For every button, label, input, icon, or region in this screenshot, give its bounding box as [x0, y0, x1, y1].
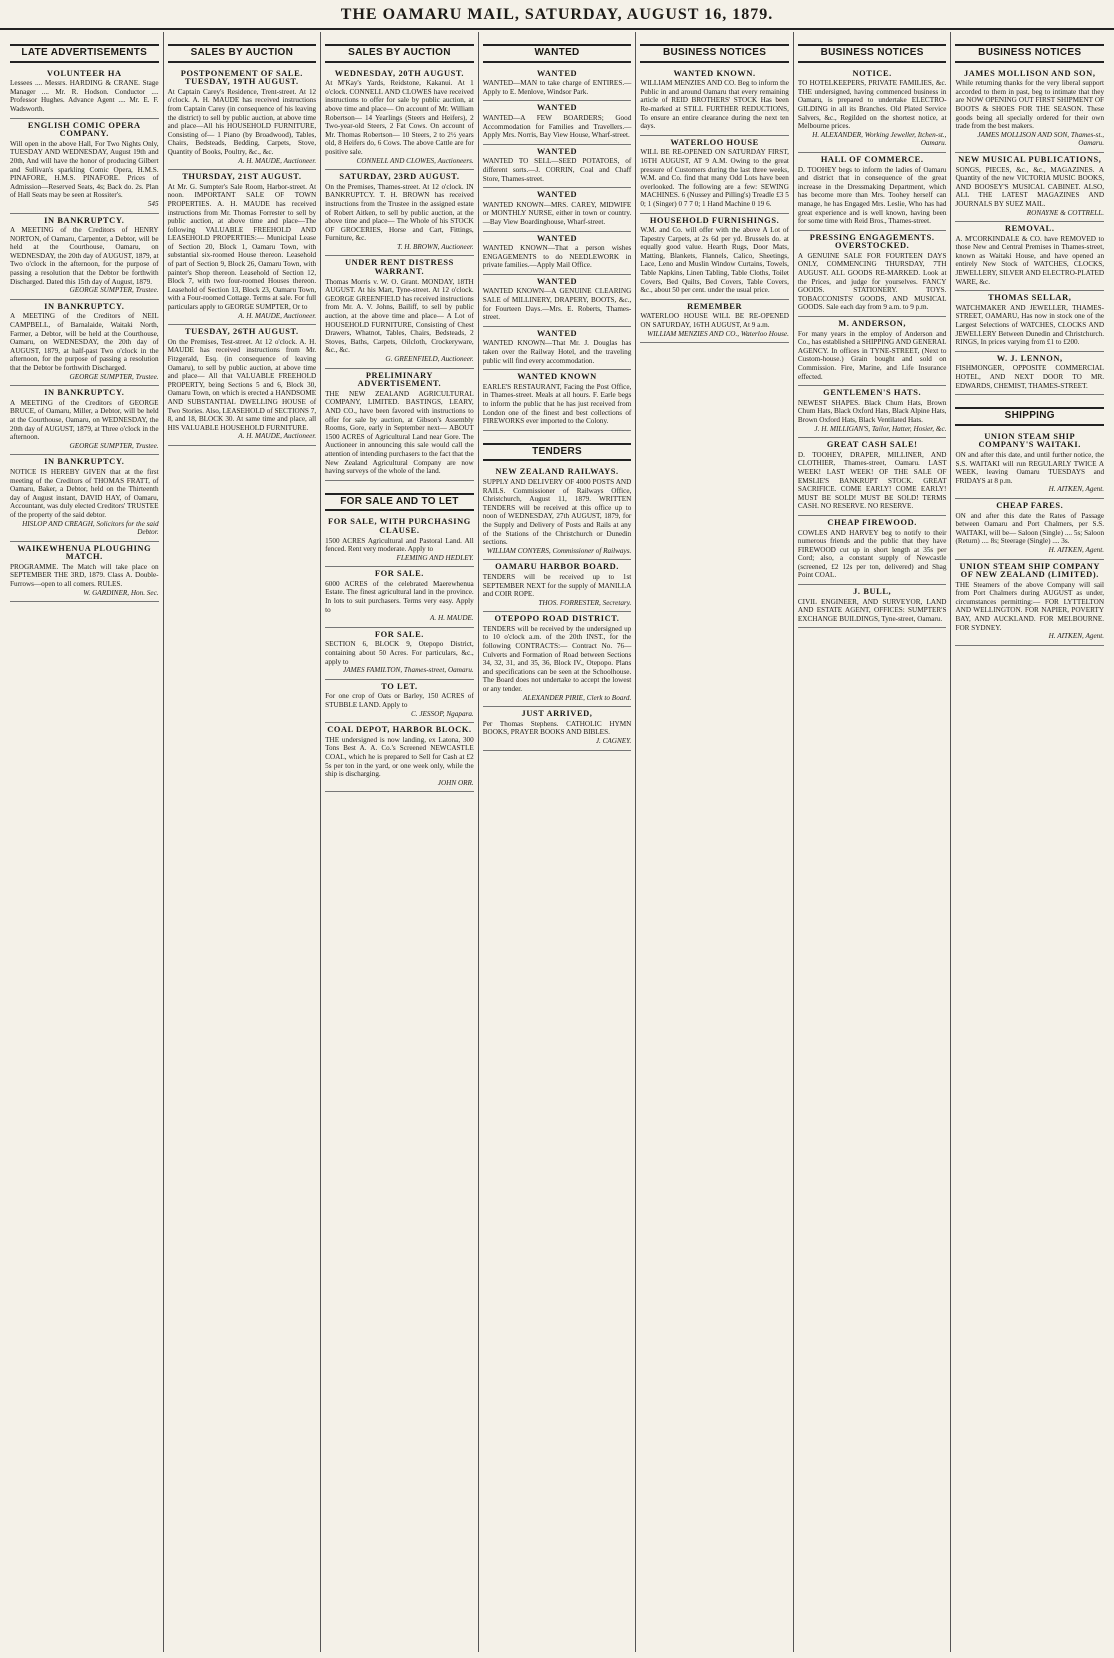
advertisement: [798, 516, 947, 585]
ad-signature: CONNELL AND CLOWES, Auctioneers.: [356, 156, 474, 165]
ad-body: THE NEW ZEALAND AGRICULTURAL COMPANY, LIMITED. BASTINGS, LEARY, AND CO., have been favored with instructions to offer for sale by auction, at Gibson's Assembly Rooms, Gore, early in September next— ABOUT 1500 ACRES of Agricultural Land near Gore. The Auctioneer in announcing this sale would call the attention of intending purchasers to the fact that the New Zealand Agricultural Company are now having surveys of the whole of the land.: [325, 389, 474, 476]
ad-body: A GENUINE SALE FOR FOURTEEN DAYS ONLY, COMMENCING THURSDAY, 7TH AUGUST. ALL GOODS RE-MARKED. Look at the Prices, and judge for yourselves. FANCY GOODS. STATIONERY. TOYS. TOBACCONISTS' GOODS, AND MUSICAL GOODS. Sale each day from 9 a.m. to 9 p.m.: [797, 251, 947, 312]
ad-body: FISHMONGER, OPPOSITE COMMERCIAL HOTEL, AND NEXT DOOR TO MR. EDWARDS, CHEMIST, THAMES-STREET.: [955, 364, 1105, 390]
advertisement: [798, 585, 947, 628]
ad-body: WATCHMAKER AND JEWELLER, THAMES-STREET, OAMARU, Has now in stock one of the Largest Selections of WATCHES, CLOCKS AND JEWELLERY Between Dunedin and Christchurch. RINGS, In prices varying from £1 to £200.: [955, 303, 1105, 347]
ad-signature: RONAYNE & COTTRELL.: [1026, 208, 1105, 217]
advertisement: [640, 67, 789, 136]
advertisement: [10, 386, 159, 455]
advertisement: [955, 222, 1104, 291]
ad-title: IN BANKRUPTCY.: [44, 388, 125, 398]
ad-body: D. TOOHEY begs to inform the ladies of Oamaru and district that in consequence of the great increase in the Dressmaking Department, which has become more than Mrs. Toohey herself can manage, he has Engaged Mrs. Leslie, Who has had great experience and is well known, having been for some time with Reid Bros., Thames-street.: [797, 165, 947, 226]
ad-body: WANTED—A FEW BOARDERS; Good Accommodation for Families and Travellers.—Apply Mrs. Norris, Bay View House, Wharf-street.: [482, 113, 632, 140]
column-1: [6, 32, 164, 1652]
ad-title: PRELIMINARY ADVERTISEMENT.: [357, 370, 442, 389]
ad-signature: GEORGE SUMPTER, Trustee.: [69, 372, 159, 381]
masthead: THE OAMARU MAIL, SATURDAY, AUGUST 16, 1879.: [0, 2, 1114, 30]
ad-title: WANTED: [536, 103, 578, 113]
ad-title: FOR SALE.: [374, 629, 425, 639]
ad-signature: C. JESSOP, Ngapara.: [410, 709, 474, 718]
ad-title: WANTED: [536, 190, 578, 200]
advertisement: [798, 67, 947, 153]
ad-body: ON and after this date, and until further notice, the S.S. WAITAKI will run REGULARLY TWICE A WEEK, leaving Oamaru TUESDAYS and FRIDAYS at 8 p.m.: [955, 450, 1105, 485]
advertisement: [483, 560, 632, 612]
ad-title: FOR SALE, WITH PURCHASING CLAUSE.: [328, 517, 471, 535]
ad-title: OAMARU HARBOR BOARD.: [495, 562, 619, 572]
ad-body: WILLIAM MENZIES AND CO. Beg to inform the Public in and around Oamaru that every remaining article of REID BROTHERS' STOCK Has been Re-marked at STILL FURTHER REDUCTIONS, To ensure an entire clearance during the next ten days.: [640, 79, 789, 131]
ad-title: THOMAS SELLAR,: [988, 293, 1072, 303]
advertisement: [798, 231, 947, 317]
ad-title: TUESDAY, 26TH AUGUST.: [184, 327, 299, 337]
column-heading: WANTED: [483, 44, 632, 63]
advertisement: [483, 67, 632, 102]
advertisement: [955, 291, 1104, 352]
ad-body: On the Premises, Thames-street. At 12 o'clock. IN BANKRUPTCY. T. H. BROWN has received instructions from the Trustee in the assigned estate of Robert Aitken, to sell by public auction, at the above time and place— The Whole of his STOCK OF GROCERIES, Horse and Cart, Fittings, Furniture, &c.: [325, 182, 474, 243]
ad-title: IN BANKRUPTCY.: [44, 457, 125, 467]
ad-body: WANTED—MAN to take charge of ENTIRES.—Apply to E. Menlove, Windsor Park.: [482, 79, 632, 96]
ad-title: UNDER RENT DISTRESS WARRANT.: [344, 258, 454, 277]
ad-body: A MEETING of the Creditors of NEIL CAMPBELL, of Barnalaide, Waitaki North, Farmer, a Debtor, will be held at the Courthouse, Oamaru, on WEDNESDAY, the 20th day of AUGUST, 1879, at half-past Two o'clock in the afternoon, for the purpose of passing a resolution that the Debtor be forthwith Discharged.: [10, 312, 159, 372]
ad-signature: W. GARDINER, Hon. Sec.: [83, 588, 159, 597]
ad-title: UNION STEAM SHIP COMPANY OF NEW ZEALAND (LIMITED).: [959, 561, 1101, 580]
column-6: [794, 32, 952, 1652]
advertisement: [325, 723, 474, 792]
ad-body: WANTED KNOWN—That Mr. J. Douglas has taken over the Railway Hotel, and the traveling public will find every accommodation.: [482, 339, 632, 365]
ad-body: WANTED KNOWN—MRS. CAREY, MIDWIFE or MONTHLY NURSE, either in town or country.—Bay View Boardinghouse, Wharf-street.: [482, 200, 632, 226]
ad-body: At Mr. G. Sumpter's Sale Room, Harbor-street. At noon. IMPORTANT SALE OF TOWN PROPERTIES. A. H. MAUDE has received instructions from Mr. Thomas Forrester to sell by public auction, at above time and place—The following VALUABLE FREEHOLD AND LEASEHOLD PROPERTIES:— Municipal Lease of Section 20, Block 1, Oamaru Town, with substantial six-roomed House thereon. Leasehold of part of Section 9, Block 26, Oamaru Town, with painter's Shop thereon. Leasehold of Section 12, Block 7, with two four-roomed Houses thereon. Leasehold of Section 13, Block 23, Oamaru Town, with a Four-roomed Cottage. Terms at sale. For full particulars apply to GEORGE SUMPTER, Or to: [167, 182, 317, 312]
ad-signature: A. H. MAUDE, Auctioneer.: [238, 156, 317, 165]
ad-title: WANTED: [536, 276, 578, 286]
advertisement: [955, 153, 1104, 222]
advertisement: [325, 515, 474, 567]
advertisement: [798, 317, 947, 386]
advertisement: [798, 153, 947, 231]
ad-title: PRESSING ENGAGEMENTS. OVERSTOCKED.: [809, 232, 935, 251]
ad-body: WANTED TO SELL—SEED POTATOES, of different sorts.—J. CORRIN, Coal and Chaff Store, Thames-street.: [482, 157, 632, 183]
ad-title: IN BANKRUPTCY.: [44, 215, 125, 225]
ad-signature: A. H. MAUDE.: [430, 614, 474, 623]
ad-signature: JAMES MOLLISON AND SON, Thames-st., Oamaru.: [977, 130, 1105, 148]
ad-title: REMOVAL.: [1004, 224, 1055, 234]
ad-signature: G. GREENFIELD, Auctioneer.: [385, 355, 474, 363]
ad-title: ENGLISH COMIC OPERA COMPANY.: [27, 120, 141, 139]
advertisement: [168, 67, 317, 171]
ad-signature: H. AITKEN, Agent.: [1048, 632, 1105, 641]
ad-title: WAIKEWHENUA PLOUGHING MATCH.: [17, 543, 152, 562]
advertisement: [325, 567, 474, 628]
ad-body: TO HOTELKEEPERS, PRIVATE FAMILIES, &c. THE undersigned, having commenced business in Oamaru, is prepared to undertake ELECTRO-GILDING in all its Branches. Old Plated Service Salvers, &c., Regilded on the shortest notice, at Melbourne prices.: [797, 79, 947, 131]
ad-signature: J. H. MILLIGAN'S, Tailor, Hatter, Hosier, &c.: [814, 424, 947, 433]
ad-signature: A. H. MAUDE, Auctioneer.: [238, 311, 317, 320]
ad-body: 6000 ACRES of the celebrated Maerewhenua Estate. The finest agricultural land in the province. In lots to suit purchasers. Terms very easy. Apply to: [325, 579, 474, 614]
ad-title: FOR SALE.: [374, 569, 425, 579]
ad-signature: WILLIAM CONYERS, Commissioner of Railways.: [486, 546, 632, 555]
section-heading: SHIPPING: [955, 407, 1104, 426]
column-heading: SALES BY AUCTION: [325, 44, 474, 63]
ad-title: WANTED: [536, 68, 578, 78]
ad-title: THURSDAY, 21ST AUGUST.: [182, 172, 302, 182]
advertisement: [483, 188, 632, 231]
column-4: [479, 32, 637, 1652]
ad-title: HALL OF COMMERCE.: [820, 154, 924, 164]
ad-body: A. M'CORKINDALE & CO. have REMOVED to those New and Central Premises in Thames-street, known as Waitaki House, and have opened an entirely New Stock of WATCHES, CLOCKS, JEWELLERY, SILVER AND ELECTRO-PLATED WARE, &c.: [955, 234, 1105, 286]
advertisement: [483, 327, 632, 370]
ad-title: J. BULL,: [853, 587, 892, 597]
advertisement: [640, 300, 789, 343]
ad-title: CHEAP FIREWOOD.: [827, 517, 917, 527]
ad-signature: A. H. MAUDE, Auctioneer.: [238, 432, 317, 441]
ad-title: WEDNESDAY, 20TH AUGUST.: [334, 68, 465, 78]
ad-title: JUST ARRIVED,: [521, 709, 593, 719]
ad-title: VOLUNTEER HA: [46, 68, 122, 78]
ad-title: M. ANDERSON,: [838, 319, 907, 329]
ad-body: THE undersigned is now landing, ex Latona, 300 Tons Best A. A. Co.'s Screened NEWCASTLE COAL, which he is prepared to Sell for Cash at £2 5s per ton in the yard, or one week only, while the ship is discharging.: [325, 735, 474, 779]
advertisement: [955, 67, 1104, 153]
ad-body: Per Thomas Stephens. CATHOLIC HYMN BOOKS, PRAYER BOOKS AND BIBLES.: [482, 719, 632, 737]
advertisement: [10, 67, 159, 119]
ad-body: SUPPLY AND DELIVERY OF 4000 POSTS AND RAILS. Commissioner of Railways Office, Christchurch, August 11, 1879. WRITTEN TENDERS will be received at this office up to noon of WEDNESDAY, 27th AUGUST, 1879, for the Supply and Delivery of Posts and Rails at any of the Stations of the Christchurch or Dunedin sections.: [482, 477, 632, 547]
ad-signature: H. AITKEN, Agent.: [1048, 545, 1105, 554]
ad-title: WANTED: [536, 233, 578, 243]
ad-title: TO LET.: [381, 681, 418, 691]
ad-title: WATERLOO HOUSE: [670, 137, 759, 147]
ad-body: At Captain Carey's Residence, Trent-street. At 12 o'clock. A. H. MAUDE has received instructions from Captain Carey (in consequence of his leaving the district) to sell by public auction, at above time and place—All his HOUSEHOLD FURNITURE, Consisting of— 1 Piano (by Broadwood), Tables, Chairs, Bedsteads, Bedding, Carpets, Stove, Quantity of Books, Poultry, &c., &c.: [167, 87, 317, 156]
column-5: [636, 32, 794, 1652]
column-7: [951, 32, 1108, 1652]
advertisement: [955, 352, 1104, 395]
ad-signature: THOS. FORRESTER, Secretary.: [538, 598, 632, 607]
ad-signature: JOHN ORR.: [437, 778, 474, 787]
advertisement: [483, 465, 632, 560]
ad-signature: J. CAGNEY.: [595, 737, 632, 745]
ad-signature: H. ALEXANDER, Working Jeweller, Itchen-st., Oamaru.: [812, 130, 947, 148]
ad-title: NEW MUSICAL PUBLICATIONS,: [958, 154, 1102, 164]
section-heading: FOR SALE AND TO LET: [325, 493, 474, 512]
ad-body: SECTION 6, BLOCK 9, Otepopo District, containing about 50 Acres. For particulars, &c., apply to: [325, 640, 474, 666]
advertisement: [10, 455, 159, 541]
advertisement: [955, 430, 1104, 499]
ad-body: NEWEST SHAPES. Black Chum Hats, Brown Chum Hats, Black Oxford Hats, Black Alpine Hats, Brown Oxford Hats, Black Ventilated Hats.: [797, 398, 947, 424]
ad-title: WANTED: [536, 328, 578, 338]
advertisement: [640, 136, 789, 214]
ad-body: EARLE'S RESTAURANT, Facing the Post Office, in Thames-street. Meals at all hours. F. Earle begs to inform the public that he has just received from London one of the finest and best collections of FIREWORKS ever imported to the Colony.: [482, 382, 632, 426]
ad-title: HOUSEHOLD FURNISHINGS.: [649, 215, 780, 225]
ad-title: GREAT CASH SALE!: [826, 440, 918, 450]
advertisement: [483, 275, 632, 327]
ad-body: For one crop of Oats or Barley, 150 ACRES of STUBBLE LAND. Apply to: [325, 692, 474, 709]
ad-title: NOTICE.: [852, 68, 892, 78]
column-heading: BUSINESS NOTICES: [955, 44, 1104, 63]
ad-title: WANTED KNOWN: [517, 372, 597, 382]
ad-body: A MEETING of the Creditors of GEORGE BRUCE, of Oamaru, Miller, a Debtor, will be held at the Courthouse, Oamaru, on WEDNESDAY, the 20th day of AUGUST, 1879, at Three o'clock in the afternoon.: [10, 398, 159, 442]
advertisement: [168, 325, 317, 446]
ad-body: W.M. and Co. will offer with the above A Lot of Tapestry Carpets, at 2s 6d per yd. Brussels do. at equally good value. Hearth Rugs, Door Mats, Matting, Blankets, Flannels, Calico, Sheetings, Lace, Leno and Muslin Window Curtains, Towels, Table Napkins, Linen Tabling, Table Cloths, Toilet Covers, Bed Quilts, Bed Covers, Table Covers, &c., about 50 per cent. under the usual price.: [640, 226, 789, 295]
advertisement: [10, 214, 159, 300]
advertisement: [325, 170, 474, 256]
advertisement: [955, 560, 1104, 646]
ad-body: At M'Kay's Yards, Reidstone, Kakanui. At 1 o'clock. CONNELL AND CLOWES have received instructions to offer for sale by public auction, at above time and place— On account of Mr. William Robertson— 14 Yearlings (Steers and Heifers), 2 Two-year-old Steers, 2 Fat Cows. On account of Mr. Thomas Robertson— 10 Steers, 2 to 2½ years old, 8 Heifers do, 6 Cows. The above Cattle are for positive sale.: [325, 79, 474, 156]
ad-body: On the Premises, Test-street. At 12 o'clock. A. H. MAUDE has received instructions from Mr. Fitzgerald, Esq. (in consequence of leaving Oamaru), to sell by public auction, at above time and place— All that VALUABLE FREEHOLD PROPERTY, being Sections 5 and 6, Block 30, Oamaru Town, on which is erected a HANDSOME AND SUBSTANTIAL DWELLING HOUSE of Two Stories. Also, LEASEHOLD of SECTIONS 7, 8, and 18, BLOCK 30. At same time and place, all HIS VALUABLE HOUSEHOLD FURNITURE.: [167, 337, 317, 432]
ad-body: Will open in the above Hall, For Two Nights Only, TUESDAY AND WEDNESDAY, August 19th and 20th, And will have the honor of producing Gilbert and Sullivan's sparkling Comic Opera, H.M.S. PINAFORE, H.M.S. PINAFORE. Prices of Admission—Reserved Seats, 4s; Back do. 2s. Plan of Hall Seats may be seen at Rossiter's.: [10, 139, 159, 200]
ad-body: SONGS, PIECES, &c., &c., MAGAZINES. A Quantity of the new VICTORIA MUSIC BOOKS, AND BOOSEY'S MUSICAL CABINET. ALSO, ALL THE LATEST MAGAZINES AND JOURNALS BY SUEZ MAIL.: [955, 165, 1105, 208]
ad-title: SATURDAY, 23RD AUGUST.: [339, 172, 460, 182]
ad-title: NEW ZEALAND RAILWAYS.: [495, 467, 619, 477]
column-heading: BUSINESS NOTICES: [798, 44, 947, 63]
ad-signature: HISLOP AND CREAGH, Solicitors for the said Debtor.: [22, 519, 159, 537]
advertisement: [483, 232, 632, 275]
ad-body: ON and after this date the Rates of Passage between Oamaru and Port Chalmers, per S.S. WAITAKI, will be— Saloon (Single) .... 5s; Saloon (Return) .... 8s; Steerage (Single) .... 3s.: [955, 511, 1105, 546]
ad-title: UNION STEAM SHIP COMPANY'S WAITAKI.: [978, 431, 1081, 450]
ad-title: POSTPONEMENT OF SALE. TUESDAY, 19TH AUGUST.: [180, 68, 303, 87]
ad-signature: T. H. BROWN, Auctioneer.: [397, 242, 474, 251]
ad-body: WANTED KNOWN—A GENUINE CLEARING SALE of MILLINERY, DRAPERY, BOOTS, &c., for Fourteen Days.—Mrs. E. Roberts, Thames-street.: [482, 287, 632, 322]
ad-title: OTEPOPO ROAD DISTRICT.: [494, 614, 620, 624]
advertisement: [483, 101, 632, 144]
advertisement: [325, 67, 474, 171]
ad-title: COAL DEPOT, HARBOR BLOCK.: [327, 725, 472, 735]
advertisement: [483, 612, 632, 707]
advertisement: [10, 542, 159, 603]
ad-body: CIVIL ENGINEER, AND SURVEYOR, LAND AND ESTATE AGENT, OFFICES: SUMPTER'S EXCHANGE BUILDINGS, Tyne-street, Oamaru.: [797, 597, 947, 623]
advertisement: [168, 170, 317, 325]
ad-signature: WILLIAM MENZIES AND CO., Waterloo House.: [647, 329, 789, 338]
advertisement: [325, 369, 474, 481]
ad-body: WILL BE RE-OPENED ON SATURDAY FIRST, 16TH AUGUST, AT 9 A.M. Owing to the great pressure of Customers during the last three weeks, W.M. and Co. find that many Odd Lots have been overlooked. The following are a few: SEWING MACHINES. 6 (Nussey and Pilling's) Treadle £3 5 0; 1 (Singer) 0 7 7 0; 1 Hand Machine 0 19 6.: [640, 148, 789, 208]
advertisement: [325, 680, 474, 723]
ad-title: JAMES MOLLISON AND SON,: [963, 68, 1096, 78]
advertisement: [10, 300, 159, 386]
advertisement: [483, 145, 632, 188]
ad-title: W. J. LENNON,: [996, 353, 1063, 363]
ad-title: GENTLEMEN'S HATS.: [823, 388, 922, 398]
ad-title: WANTED: [536, 146, 578, 156]
ad-body: For many years in the employ of Anderson and Co., has established a SHIPPING AND GENERAL AGENCY. In offices in TYNE-STREET, (Next to Custom-house.) Grain bought and sold on Commission. Fire, Marine, and Life Insurance effected.: [797, 329, 947, 381]
advertisement: [325, 256, 474, 368]
ad-body: NOTICE IS HEREBY GIVEN that at the first meeting of the Creditors of THOMAS FRATT, of Oamaru, Baker, a Debtor, held on the Thirteenth day of August instant, DAVID HAY, of Oamaru, Accountant, was duly elected Creditors' TRUSTEE of the property of the said debtor.: [10, 467, 159, 519]
advertisement: [483, 370, 632, 431]
ad-signature: GEORGE SUMPTER, Trustee.: [69, 441, 159, 450]
ad-body: PROGRAMME. The Match will take place on SEPTEMBER THE 3RD, 1879. Class A. Double-Furrows—open to all comers. RULES.: [10, 562, 159, 589]
ad-signature: H. AITKEN, Agent.: [1048, 485, 1105, 494]
ad-signature: GEORGE SUMPTER, Trustee.: [69, 286, 159, 295]
ad-signature: 545: [147, 199, 159, 208]
ad-title: IN BANKRUPTCY.: [44, 301, 125, 311]
ad-body: Lessees .... Messrs. HARDING & CRANE. Stage Manager .... Mr. R. Hodson. Conductor .... Professor Hughes. Advance Agent .... Mr. E. F. Wadsworth.: [10, 79, 159, 113]
ad-body: Thomas Morris v. W. O. Grant. MONDAY, 18TH AUGUST. At his Mart, Tyne-street. At 12 o'clock. GEORGE GREENFIELD has received instructions from Mr. A. V. Johns, Bailiff, to sell by public auction, at the above time and place— A Lot of HOUSEHOLD FURNITURE, Consisting of Chest Drawers, Whatnot, Tables, Chairs, Bedsteads, 2 Stoves, Baths, Carpets, Oilcloth, Crockeryware, &c., &c.: [325, 277, 474, 355]
section-heading: TENDERS: [483, 443, 632, 462]
ad-body: A MEETING of the Creditors of HENRY NORTON, of Oamaru, Carpenter, a Debtor, will be held at the Courthouse, Oamaru, on WEDNESDAY, the 20th day of AUGUST, 1879, at Two o'clock in the afternoon, for the purpose of passing a resolution that the Debtor be forthwith Discharged. Dated this 15th day of August, 1879.: [10, 226, 159, 286]
column-3: [321, 32, 479, 1652]
ad-title: CHEAP FARES.: [996, 500, 1064, 510]
ad-body: WANTED KNOWN—That a person wishes ENGAGEMENTS to do NEEDLEWORK in private families.—Apply Mail Office.: [482, 244, 632, 270]
column-heading: SALES BY AUCTION: [168, 44, 317, 63]
ad-title: REMEMBER: [687, 301, 743, 311]
ad-body: WATERLOO HOUSE WILL BE RE-OPENED ON SATURDAY, 16TH AUGUST, At 9 a.m.: [640, 312, 789, 330]
ad-body: THE Steamers of the above Company will sail from Port Chalmers during AUGUST as under, circumstances permitting:— FOR LYTTELTON AND WELLINGTON. FOR NAPIER, POVERTY BAY, AND AUCKLAND. FOR MELBOURNE. FOR SYDNEY.: [955, 580, 1105, 632]
ad-body: COWLES AND HARVEY beg to notify to their numerous friends and the public that they have FIREWOOD cut up in short length at 35s per Cord; also, a constant supply of Newcastle (screened, £2 12s per ton, delivered) and Shag Point COAL.: [797, 528, 947, 580]
advertisement: [798, 438, 947, 516]
ad-body: TENDERS will be received by the undersigned up to 10 o'clock a.m. of the 20th INST., for the following CONTRACTS:— Contract No. 76—Culverts and Formation of Road between Sections 34, 32, 31, and 35, 36, Block IV., Otepopo. Plans and specifications can be seen at the Schoolhouse. The Board does not undertake to accept the lowest or any tender.: [482, 624, 632, 694]
column-heading: BUSINESS NOTICES: [640, 44, 789, 63]
advertisement: [483, 707, 632, 750]
ad-body: While returning thanks for the very liberal support accorded to them in past, beg to intimate that they are NOW OPENING OUT FIRST SHIPMENT OF BOOTS & SHOES FOR THE SEASON. These goods being all specially ordered for their own trade from the best makers.: [955, 79, 1105, 131]
ad-title: WANTED KNOWN.: [673, 68, 756, 78]
ad-signature: FLEMING AND HEDLEY.: [396, 553, 474, 562]
advertisement: [10, 119, 159, 214]
advertisement: [325, 628, 474, 680]
ad-body: D. TOOHEY, DRAPER, MILLINER, AND CLOTHIER, Thames-street, Oamaru. LAST WEEK! LAST WEEK! OF THE SALE OF EMSLIE'S BANKRUPT STOCK. GREAT SACRIFICE. COME EARLY! COME EARLY! MUST BE SOLD! MUST BE SOLD! TERMS CASH. NO RESERVE. NO RESERVE.: [797, 450, 947, 511]
ad-signature: ALEXANDER PIRIE, Clerk to Board.: [522, 693, 632, 702]
ad-signature: JAMES FAMILTON, Thames-street, Oamaru.: [343, 666, 474, 675]
ad-body: TENDERS will be received up to 1st SEPTEMBER NEXT for the supply of MANILLA and COIR ROPE.: [482, 572, 632, 599]
advertisement: [798, 386, 947, 438]
advertisement: [955, 499, 1104, 560]
advertisement: [640, 214, 789, 300]
column-container: [6, 32, 1108, 1652]
column-heading: LATE ADVERTISEMENTS: [10, 44, 159, 63]
ad-body: 1500 ACRES Agricultural and Pastoral Land. All fenced. Rent very moderate. Apply to: [325, 536, 474, 554]
column-2: [164, 32, 322, 1652]
